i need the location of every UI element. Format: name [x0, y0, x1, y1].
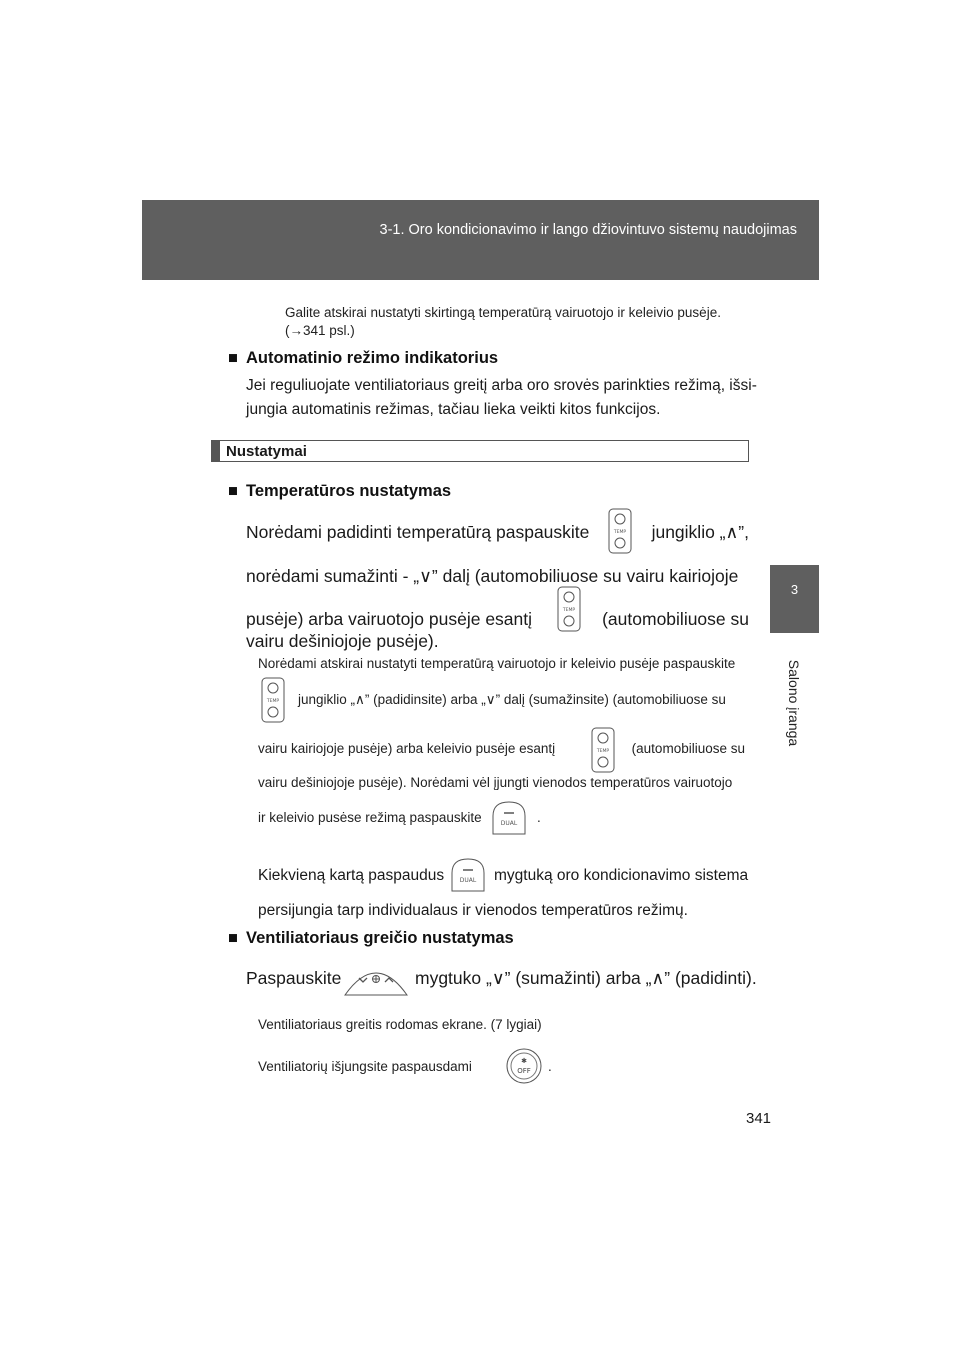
fan-speed-button-icon: [343, 959, 409, 997]
temp-each-press-line2: persijungia tarp individualaus ir vienodos temperatūros režimų.: [258, 902, 688, 919]
svg-text:TEMP: TEMP: [562, 608, 576, 613]
temp-line2: norėdami sumažinti - „∨” dalį (automobiliuose su vairu kairiojoje: [246, 566, 739, 586]
svg-text:TEMP: TEMP: [266, 699, 280, 704]
dual-button-icon: [489, 798, 529, 838]
page-number: 341: [746, 1110, 772, 1127]
auto-mode-line2: jungia automatinis režimas, tačiau lieka veikti kitos funkcijos.: [246, 401, 661, 418]
temp-switch-icon: [261, 677, 285, 723]
auto-mode-heading-text: Automatinio režimo indikatorius: [245, 349, 499, 367]
section-title: Nustatymai: [226, 443, 307, 460]
heading-bullet-icon: ■: [228, 929, 238, 947]
temp-line4: vairu dešiniojoje pusėje).: [246, 631, 439, 651]
temp-line1a: Norėdami padidinti temperatūrą paspauskite: [246, 522, 590, 542]
fan-heading-text: Ventiliatoriaus greičio nustatymas: [245, 929, 514, 947]
temp-line1b: jungiklio „∧”,: [651, 522, 749, 542]
svg-text:✱: ✱: [521, 1057, 527, 1065]
temp-note-line1: Norėdami atskirai nustatyti temperatūrą vairuotojo ir keleivio pusėje paspauskite: [258, 656, 736, 671]
fan-heading: [228, 929, 514, 948]
fan-note-line2b: .: [548, 1059, 552, 1074]
svg-text:DUAL: DUAL: [500, 820, 518, 827]
auto-mode-heading: [228, 349, 498, 368]
temp-each-press-line1a: Kiekvieną kartą paspaudus: [258, 867, 445, 884]
fan-line1b: mygtuko „∨” (sumažinti) arba „∧” (padidinti).: [415, 968, 757, 988]
temperature-heading: [228, 482, 451, 501]
temp-note-line3b: (automobiliuose su: [631, 741, 745, 756]
temp-note-line5: ir keleivio pusėse režimą paspauskite: [258, 810, 482, 825]
fan-line1a: Paspauskite: [246, 968, 342, 988]
svg-text:TEMP: TEMP: [596, 749, 610, 754]
auto-mode-line1: Jei reguliuojate ventiliatoriaus greitį arba oro srovės parinkties režimą, išsi-: [246, 377, 757, 394]
svg-text:TEMP: TEMP: [613, 530, 627, 535]
section-bar-marker: [212, 441, 220, 461]
temperature-heading-text: Temperatūros nustatymas: [245, 482, 452, 500]
temp-note-line2: jungiklio „∧” (padidinsite) arba „∨” dalį (sumažinsite) (automobiliuose su: [298, 692, 726, 707]
fan-note-line2a: Ventiliatorių išjungsite paspausdami: [258, 1059, 472, 1074]
chapter-tab: [770, 565, 819, 633]
svg-text:OFF: OFF: [517, 1067, 531, 1075]
temp-line3a: pusėje) arba vairuotojo pusėje esantį: [246, 609, 533, 629]
temp-switch-icon: [557, 586, 581, 632]
chapter-header: [142, 200, 819, 280]
chapter-title: 3-1. Oro kondicionavimo ir lango džiovintuvo sistemų naudojimas: [379, 222, 797, 238]
fan-note-line1: Ventiliatoriaus greitis rodomas ekrane. (7 lygiai): [258, 1017, 542, 1032]
chapter-side-label: [784, 648, 804, 758]
intro-note-line1: Galite atskirai nustatyti skirtingą temperatūrą vairuotojo ir keleivio pusėje.: [285, 305, 721, 320]
heading-bullet-icon: ■: [228, 482, 238, 500]
temp-line3b: (automobiliuose su: [602, 609, 749, 629]
section-bar: [211, 440, 749, 462]
temp-note-line3a: vairu kairiojoje pusėje) arba keleivio pusėje esantį: [258, 741, 556, 756]
temp-each-press-line1b: mygtuką oro kondicionavimo sistema: [494, 867, 749, 884]
chapter-side-label-text: Salono įranga: [786, 659, 802, 747]
temp-switch-icon: [591, 727, 615, 773]
svg-text:DUAL: DUAL: [459, 877, 477, 884]
chapter-number: 3: [790, 582, 799, 597]
heading-bullet-icon: ■: [228, 349, 238, 367]
fan-off-button-icon: [505, 1047, 543, 1085]
intro-note-line2: (→341 psl.): [285, 323, 355, 338]
temp-note-line4: vairu dešiniojoje pusėje). Norėdami vėl įjungti vienodos temperatūros vairuotojo: [258, 775, 733, 790]
temp-switch-icon: [608, 508, 632, 554]
dual-button-icon: [448, 855, 488, 895]
temp-note-line5-end: .: [537, 810, 541, 825]
